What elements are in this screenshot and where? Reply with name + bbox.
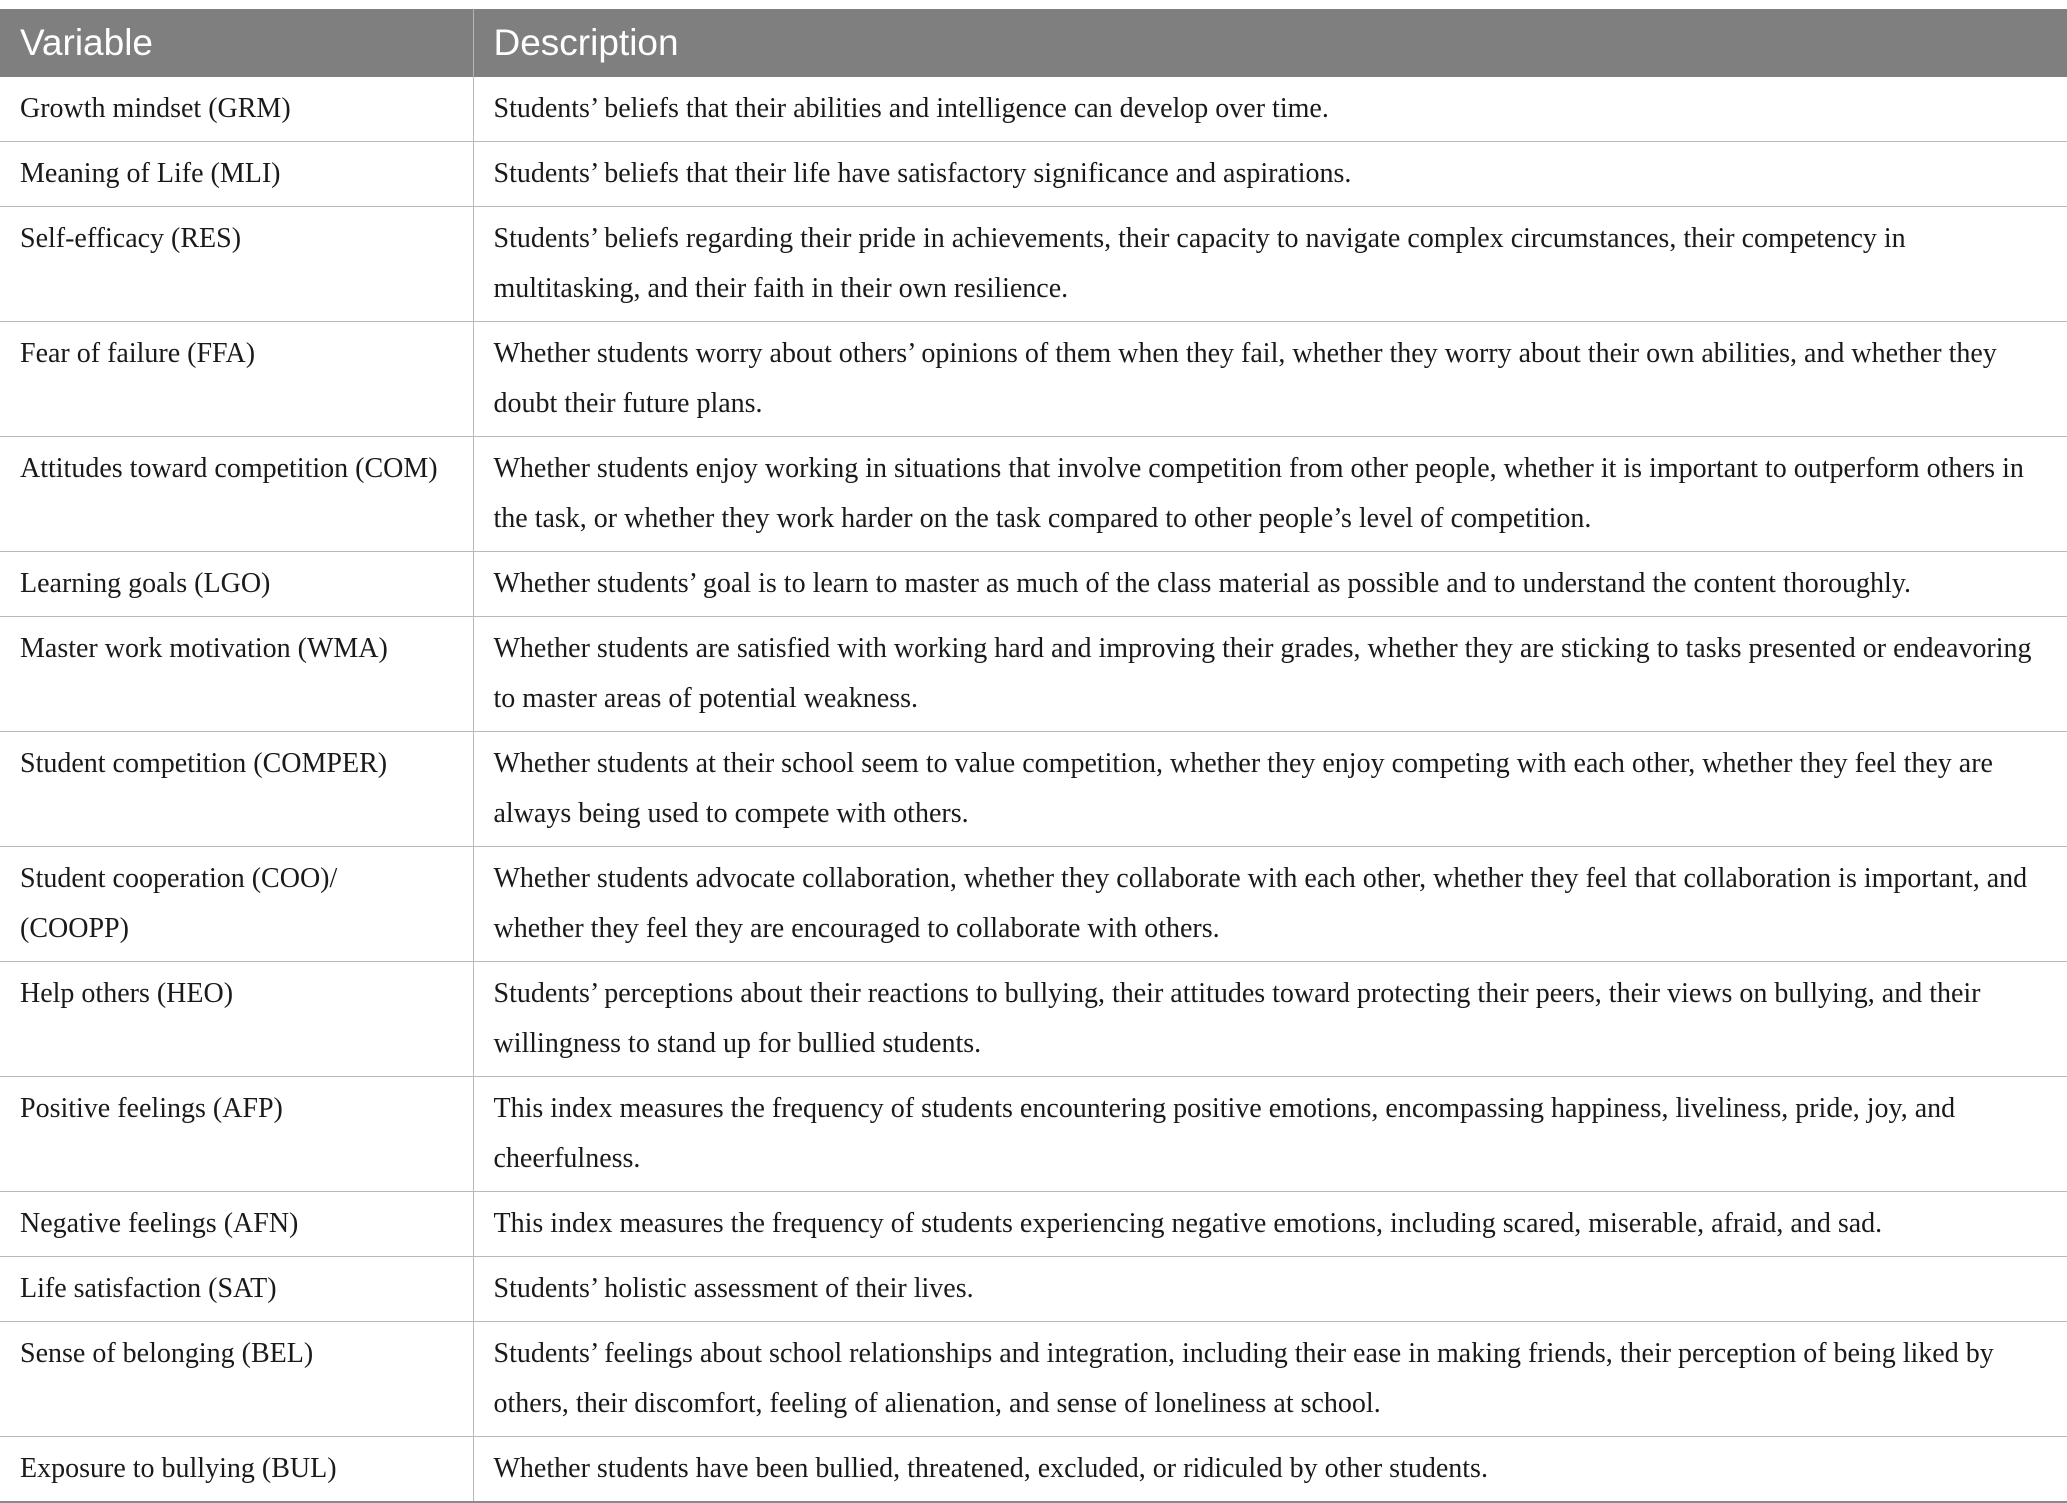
description-cell: Whether students’ goal is to learn to master as much of the class material as possible and to understand the content thoroughly. — [473, 552, 2067, 617]
table-row — [0, 77, 2067, 142]
table-row — [0, 732, 2067, 847]
description-cell: Whether students enjoy working in situations that involve competition from other people, whether it is important to outperform others in the task, or whether they work harder on the task compared to other people’s level of competition. — [473, 437, 2067, 552]
variables-table — [0, 9, 2067, 1503]
table-header — [0, 9, 2067, 77]
description-cell: This index measures the frequency of students encountering positive emotions, encompassing happiness, liveliness, pride, joy, and cheerfulness. — [473, 1077, 2067, 1192]
variable-cell: Exposure to bullying (BUL) — [0, 1437, 473, 1503]
table-row — [0, 847, 2067, 962]
description-cell: Students’ perceptions about their reactions to bullying, their attitudes toward protecting their peers, their views on bullying, and their willingness to stand up for bullied students. — [473, 962, 2067, 1077]
description-cell: Students’ holistic assessment of their lives. — [473, 1257, 2067, 1322]
variable-cell: Self-efficacy (RES) — [0, 207, 473, 322]
table-row — [0, 207, 2067, 322]
variable-cell: Sense of belonging (BEL) — [0, 1322, 473, 1437]
description-cell: Whether students advocate collaboration, whether they collaborate with each other, whether they feel that collaboration is important, and whether they feel they are encouraged to collaborate with others. — [473, 847, 2067, 962]
variables-table-container — [0, 9, 2067, 1503]
description-cell: Students’ beliefs regarding their pride in achievements, their capacity to navigate complex circumstances, their competency in multitasking, and their faith in their own resilience. — [473, 207, 2067, 322]
description-cell: Students’ beliefs that their life have satisfactory significance and aspirations. — [473, 142, 2067, 207]
table-row — [0, 1322, 2067, 1437]
table-row — [0, 1077, 2067, 1192]
table-row — [0, 322, 2067, 437]
variable-cell: Meaning of Life (MLI) — [0, 142, 473, 207]
variable-cell: Master work motivation (WMA) — [0, 617, 473, 732]
variable-cell: Student cooperation (COO)/ (COOPP) — [0, 847, 473, 962]
variable-cell: Positive feelings (AFP) — [0, 1077, 473, 1192]
variable-cell: Attitudes toward competition (COM) — [0, 437, 473, 552]
description-cell: Whether students worry about others’ opinions of them when they fail, whether they worry about their own abilities, and whether they doubt their future plans. — [473, 322, 2067, 437]
description-cell: This index measures the frequency of students experiencing negative emotions, including scared, miserable, afraid, and sad. — [473, 1192, 2067, 1257]
table-body — [0, 77, 2067, 1502]
table-row — [0, 1437, 2067, 1503]
variable-cell: Learning goals (LGO) — [0, 552, 473, 617]
header-description: Description — [473, 9, 2067, 77]
table-row — [0, 1192, 2067, 1257]
table-row — [0, 1257, 2067, 1322]
header-row — [0, 9, 2067, 77]
description-cell: Whether students have been bullied, threatened, excluded, or ridiculed by other students. — [473, 1437, 2067, 1503]
description-cell: Students’ beliefs that their abilities and intelligence can develop over time. — [473, 77, 2067, 142]
header-variable: Variable — [0, 9, 473, 77]
table-row — [0, 437, 2067, 552]
variable-cell: Growth mindset (GRM) — [0, 77, 473, 142]
table-row — [0, 962, 2067, 1077]
description-cell: Students’ feelings about school relationships and integration, including their ease in making friends, their perception of being liked by others, their discomfort, feeling of alienation, and sense of loneliness at school. — [473, 1322, 2067, 1437]
variable-cell: Help others (HEO) — [0, 962, 473, 1077]
table-row — [0, 142, 2067, 207]
table-row — [0, 617, 2067, 732]
variable-cell: Student competition (COMPER) — [0, 732, 473, 847]
variable-cell: Fear of failure (FFA) — [0, 322, 473, 437]
variable-cell: Life satisfaction (SAT) — [0, 1257, 473, 1322]
description-cell: Whether students at their school seem to value competition, whether they enjoy competing with each other, whether they feel they are always being used to compete with others. — [473, 732, 2067, 847]
description-cell: Whether students are satisfied with working hard and improving their grades, whether they are sticking to tasks presented or endeavoring to master areas of potential weakness. — [473, 617, 2067, 732]
variable-cell: Negative feelings (AFN) — [0, 1192, 473, 1257]
table-row — [0, 552, 2067, 617]
